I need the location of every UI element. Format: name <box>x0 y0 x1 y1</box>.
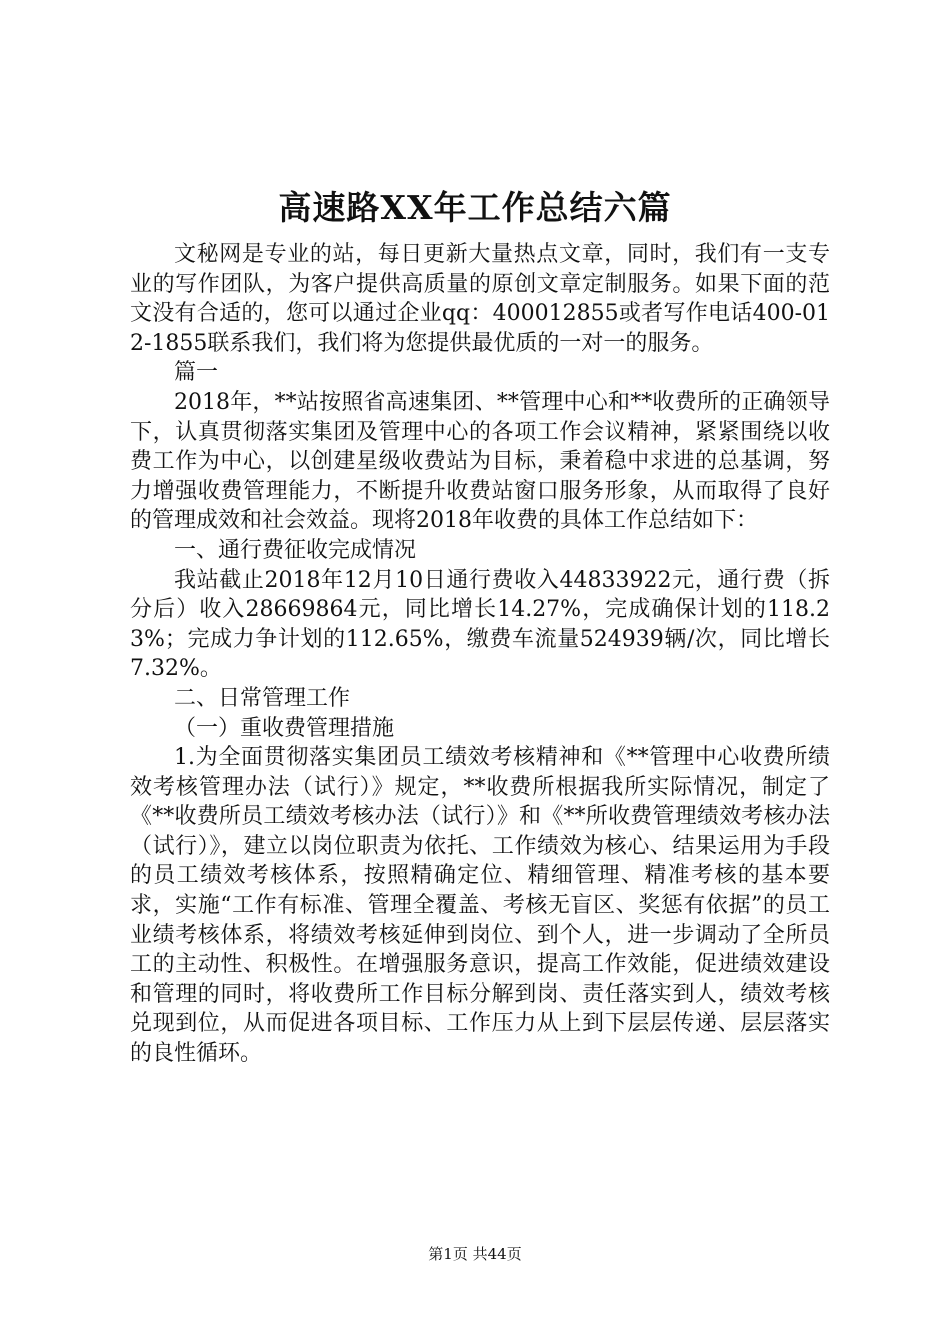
intro-paragraph: 文秘网是专业的站，每日更新大量热点文章，同时，我们有一支专业的写作团队，为客户提供高质量的原创文章定制服务。如果下面的范文没有合适的，您可以通过企业qq：400012855或者写作电话400-012-1855联系我们，我们将为您提供最优质的一对一的服务。 <box>130 242 830 356</box>
document-title: 高速路XX年工作总结六篇 <box>278 188 672 227</box>
page-number-footer: 第1页 共44页 <box>428 1245 522 1263</box>
document-body <box>130 240 830 1069</box>
subsection-heading-measures: （一）重收费管理措施 <box>174 715 395 741</box>
performance-assessment-paragraph: 1.为全面贯彻落实集团员工绩效考核精神和《**管理中心收费所绩效考核管理办法（试行）》规定，**收费所根据我所实际情况，制定了《**收费所员工绩效考核办法（试行）》和《**所收费管理绩效考核办法（试行）》，建立以岗位职责为依托、工作绩效为核心、结果运用为手段的员工绩效考核体系，按照精确定位、精细管理、精准考核的基本要求，实施“工作有标准、管理全覆盖、考核无盲区、奖惩有依据”的员工业绩考核体系，将绩效考核延伸到岗位、到个人，进一步调动了全所员工的主动性、积极性。在增强服务意识，提高工作效能，促进绩效建设和管理的同时，将收费所工作目标分解到岗、责任落实到人，绩效考核兑现到位，从而促进各项目标、工作压力从上到下层层传递、层层落实的良性循环。 <box>130 745 830 1067</box>
overview-paragraph: 2018年，**站按照省高速集团、**管理中心和**收费所的正确领导下，认真贯彻落实集团及管理中心的各项工作会议精神，紧紧围绕以收费工作为中心，以创建星级收费站为目标，秉着稳中求进的总基调，努力增强收费管理能力，不断提升收费站窗口服务形象，从而取得了良好的管理成效和社会效益。现将2018年收费的具体工作总结如下： <box>130 389 830 534</box>
toll-collection-paragraph: 我站截止2018年12月10日通行费收入44833922元，通行费（拆分后）收入28669864元，同比增长14.27%，完成确保计划的118.23%；完成力争计划的112.65%，缴费车流量524939辆/次，同比增长7.32%。 <box>130 567 830 682</box>
section-heading-part-one: 篇一 <box>174 360 219 386</box>
section-heading-daily-management: 二、日常管理工作 <box>174 685 351 711</box>
section-heading-toll-collection: 一、通行费征收完成情况 <box>174 537 417 563</box>
